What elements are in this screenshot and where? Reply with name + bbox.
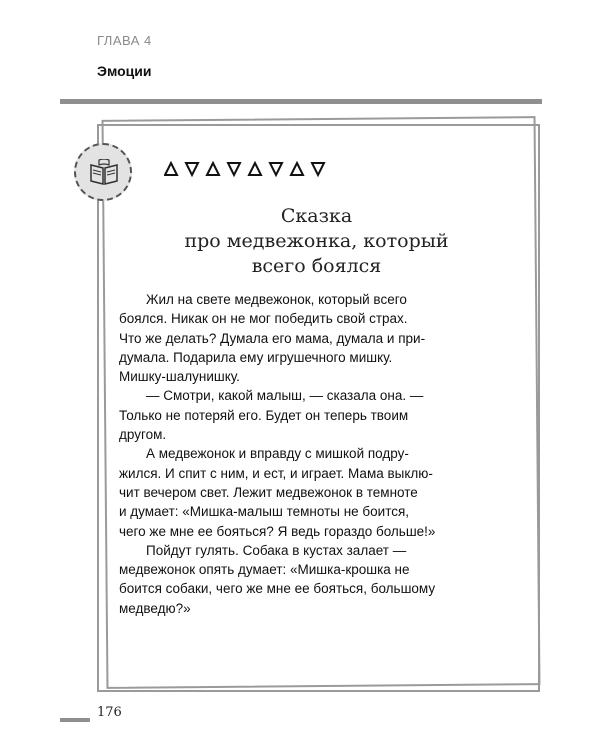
story-line: Пойдут гулять. Собака в кустах залает — (146, 542, 407, 558)
story-line: чит вечером свет. Лежит медвежонок в темноте (119, 484, 418, 500)
story-line: Жил на свете медвежонок, который всего (146, 292, 407, 307)
triangle-ornament (164, 161, 332, 177)
chapter-title: Эмоции (97, 63, 152, 79)
story-line: — Смотри, какой малыш, — сказала она. — (146, 388, 424, 404)
story-title-line: всего боялся (251, 255, 382, 277)
story-line: боялся. Никак он не мог победить свой страх. (119, 311, 408, 327)
story-body (119, 290, 459, 618)
header-divider (60, 99, 542, 104)
story-line: боится собаки, чего же мне ее бояться, большому (119, 581, 436, 597)
story-line: жился. И спит с ним, и ест, и играет. Мама выклю- (119, 465, 433, 481)
book-badge (74, 143, 132, 201)
story-line: и думает: «Мишка-малыш темноты не боится, (119, 504, 410, 520)
story-line: Только не потеряй его. Будет он теперь твоим (119, 407, 409, 423)
story-line: Что же делать? Думала его мама, думала и при- (119, 330, 426, 346)
chapter-label: ГЛАВА 4 (97, 33, 152, 48)
story-line: медвежонок опять думает: «Мишка-крошка не (119, 562, 410, 578)
story-title-line: про медвежонка, который (184, 230, 449, 252)
page-number: 176 (97, 705, 122, 720)
footer-divider (60, 718, 90, 722)
story-line: другом. (119, 427, 167, 443)
story-line: А медвежонок и вправду с мишкой подру- (146, 446, 409, 462)
story-line: медведю?» (119, 600, 191, 616)
story-line: думала. Подарила ему игрушечного мишку. (119, 349, 393, 365)
story-line: чего же мне ее бояться? Я ведь гораздо больше!» (119, 523, 436, 539)
story-line: Мишку-шалунишку. (119, 369, 240, 385)
story-title (120, 204, 513, 279)
open-book-icon (89, 159, 119, 187)
story-title-line: Сказка (280, 205, 353, 227)
